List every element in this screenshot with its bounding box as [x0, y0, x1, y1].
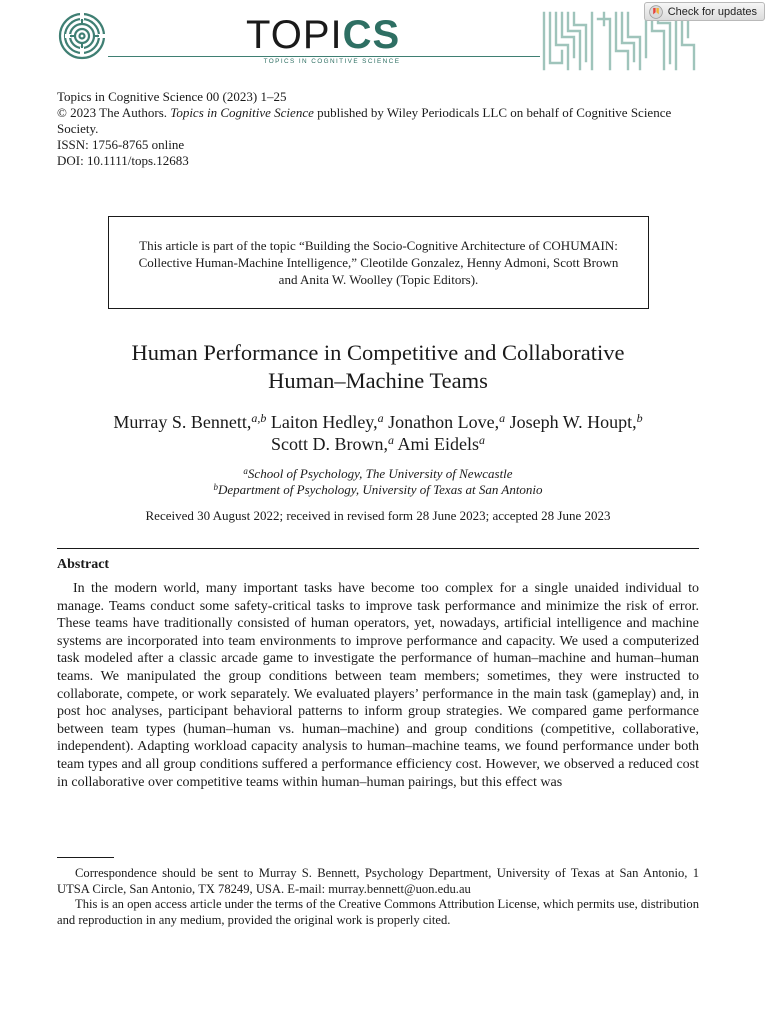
copyright-journal-name: Topics in Cognitive Science: [170, 105, 314, 120]
article-title: [57, 339, 699, 395]
correspondence-footnote: Correspondence should be sent to Murray S. Bennett, Psychology Department, University of Texas at San Antonio, 1 UTSA Circle, San Antonio, TX 78249, USA. E-mail: murray.bennett@uon.edu.au: [57, 866, 699, 896]
abstract-rule: [57, 548, 699, 549]
check-for-updates-label: Check for updates: [667, 5, 757, 18]
journal-citation-line: Topics in Cognitive Science 00 (2023) 1–25: [57, 89, 287, 104]
copyright-suffix: published by Wiley Periodicals LLC on behalf of Cognitive Science Society.: [57, 105, 672, 136]
copyright-line: [57, 105, 707, 137]
copyright-prefix: © 2023 The Authors.: [57, 105, 168, 120]
crossmark-icon: [649, 5, 663, 19]
author-name: Scott D. Brown,: [270, 434, 388, 454]
topic-notice-box: [108, 216, 649, 309]
topic-notice-text: This article is part of the topic “Building the Socio-Cognitive Architecture of COHUMAIN: Collective Human-Machine Intelligence,” Cleotilde Gonzalez, Henny Admoni, Scott Brown and Anita W. Woolley (Topic Editors).: [138, 238, 619, 287]
author-name: Joseph W. Houpt,: [509, 412, 637, 432]
journal-logo: [246, 12, 401, 58]
author-name: Laiton Hedley,: [270, 412, 378, 432]
license-footnote: This is an open access article under the terms of the Creative Commons Attribution License, which permits use, distribution and reproduction in any medium, provided the original work is properly cited.: [57, 897, 699, 927]
affiliation-mark: a: [243, 466, 248, 476]
article-meta: [57, 89, 707, 169]
author-name: Murray S. Bennett,: [113, 412, 252, 432]
author-name: Jonathon Love,: [388, 412, 500, 432]
check-for-updates-button[interactable]: [644, 2, 765, 21]
author-list: [57, 411, 699, 455]
affiliation: [57, 482, 699, 498]
logo-subtitle: TOPICS IN COGNITIVE SCIENCE: [263, 58, 401, 65]
affiliation: [57, 466, 699, 482]
author-affiliation-mark: b: [636, 411, 643, 425]
article-title-line2: Human–Machine Teams: [268, 368, 488, 393]
footnote-rule: [57, 857, 114, 858]
doi-link[interactable]: DOI: 10.1111/tops.12683: [57, 153, 189, 168]
abstract-body: In the modern world, many important tasks have become too complex for a single unaided individual to manage. Teams conduct some safety-critical tasks to improve task performance and minimize the risk of error. These teams have traditionally consisted of human operators, yet, nowadays, artificial intelligence and machine systems are incorporated into team environments to improve performance and capacity. We used a computerized task modeled after a classic arcade game to investigate the performance of human–machine and human–human teams. We manipulated the group conditions between team members; sometimes, they were instructed to collaborate, compete, or work separately. We evaluated players’ performance in the main task (gameplay) and, in post hoc analyses, participant behavioral patterns to inform group strategies. We compared game performance between team types (human–human vs. human–machine) and group conditions (competitive, collaborative, independent). Adapting workload capacity analysis to human–machine teams, we found performance under both team types and all group conditions suffered a performance efficiency cost. However, we observed a reduced cost in collaborative over competitive teams within human–human pairings, but this effect was: [57, 581, 699, 790]
affiliation-list: [57, 466, 699, 498]
author-affiliation-mark: a: [499, 411, 506, 425]
author-affiliation-mark: a: [377, 411, 384, 425]
logo-text-part2: CS: [342, 13, 401, 57]
author-affiliation-mark: a: [387, 433, 394, 447]
author-affiliation-mark: a,b: [251, 411, 267, 425]
journal-circuit-pattern: [540, 11, 700, 78]
author-name: Ami Eidels: [397, 434, 479, 454]
abstract-heading: Abstract: [57, 557, 110, 572]
affiliation-mark: b: [213, 482, 218, 492]
affiliation-text: School of Psychology, The University of Newcastle: [247, 466, 513, 481]
issn-line: ISSN: 1756-8765 online: [57, 137, 185, 152]
received-dates: Received 30 August 2022; received in revised form 28 June 2023; accepted 28 June 2023: [145, 508, 611, 523]
journal-maze-emblem: [57, 11, 107, 66]
logo-text-part1: TOPI: [246, 13, 343, 57]
affiliation-text: Department of Psychology, University of Texas at San Antonio: [217, 482, 543, 497]
author-affiliation-mark: a: [479, 433, 485, 447]
footnotes: [57, 866, 699, 928]
article-title-line1: Human Performance in Competitive and Collaborative: [131, 340, 625, 365]
